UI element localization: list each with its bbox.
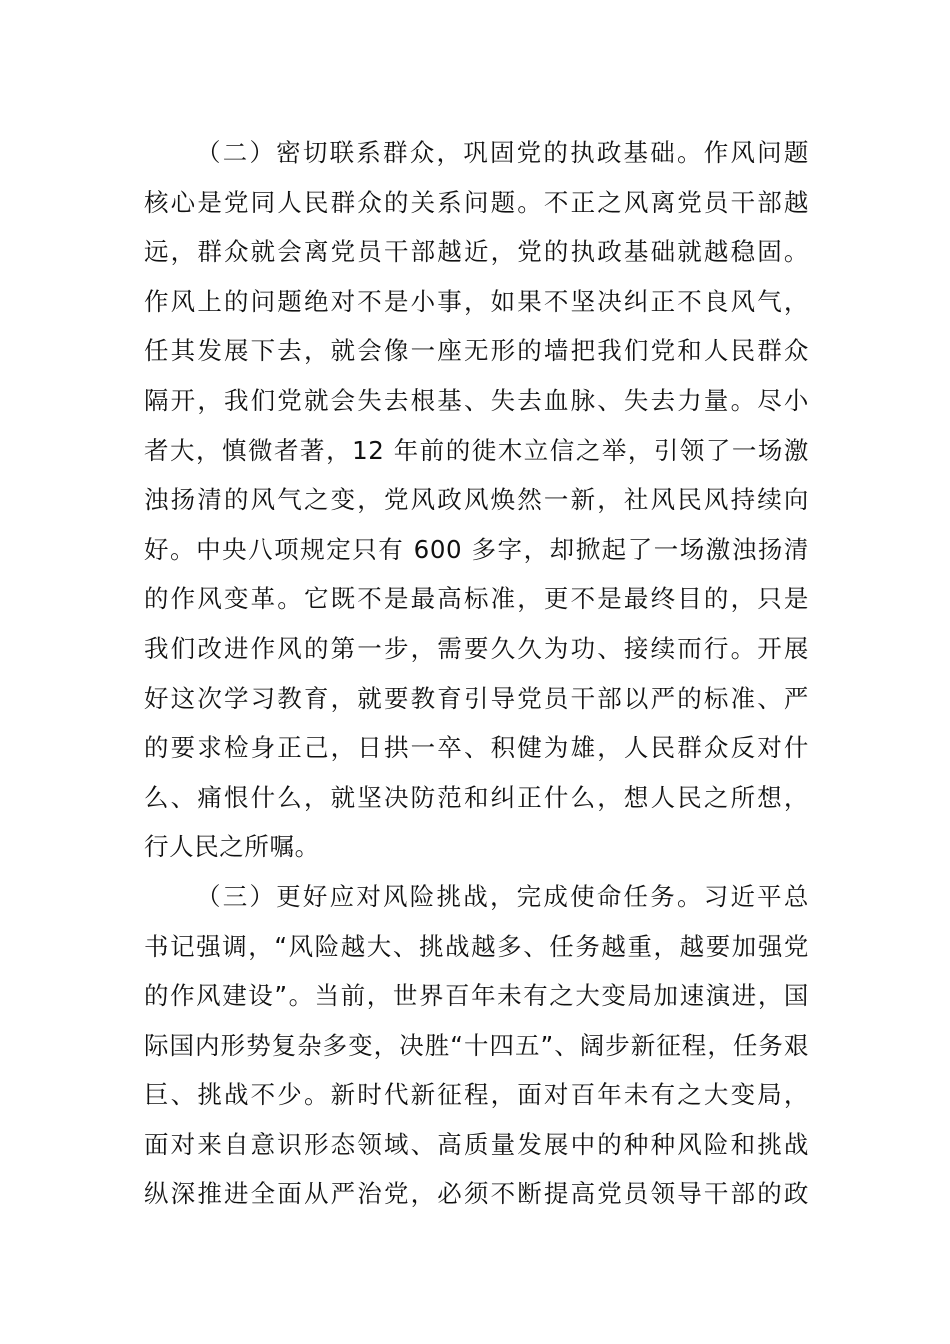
text-line: 的作风建设”。当前，世界百年未有之大变局加速演进，国 [144, 981, 809, 1011]
text-line: 浊扬清的风气之变，党风政风焕然一新，社风民风持续向 [144, 485, 809, 515]
paragraph-3 [144, 872, 809, 1219]
text-line: 我们改进作风的第一步，需要久久为功、接续而行。开展 [144, 633, 809, 663]
text-line: 作风上的问题绝对不是小事，如果不坚决纠正不良风气， [144, 286, 809, 316]
text-line: 核心是党同人民群众的关系问题。不正之风离党员干部越 [144, 187, 809, 217]
text-line: 的要求检身正己，日拱一卒、积健为雄，人民群众反对什 [144, 733, 809, 763]
text-line: 隔开，我们党就会失去根基、失去血脉、失去力量。尽小 [144, 385, 809, 415]
text-line: 远，群众就会离党员干部越近，党的执政基础就越稳固。 [144, 237, 809, 267]
text-line: （二）密切联系群众，巩固党的执政基础。作风问题 [196, 138, 809, 167]
text-line: 际国内形势复杂多变，决胜“十四五”、阔步新征程，任务艰 [144, 1030, 809, 1060]
text-line: 面对来自意识形态领域、高质量发展中的种种风险和挑战 [144, 1129, 809, 1159]
text-line: 行人民之所嘱。 [144, 832, 320, 862]
text-line: 巨、挑战不少。新时代新征程，面对百年未有之大变局， [144, 1080, 809, 1110]
text-line: 好这次学习教育，就要教育引导党员干部以严的标准、严 [144, 683, 809, 713]
paragraph-2 [144, 128, 809, 872]
document-body [144, 128, 809, 1219]
text-line: （三）更好应对风险挑战，完成使命任务。习近平总 [196, 881, 809, 911]
text-line: 好。中央八项规定只有 600 多字，却掀起了一场激浊扬清 [144, 534, 809, 564]
text-line: 么、痛恨什么，就坚决防范和纠正什么，想人民之所想， [144, 782, 809, 812]
text-line: 纵深推进全面从严治党，必须不断提高党员领导干部的政 [144, 1179, 809, 1209]
text-line: 者大，慎微者著，12 年前的徙木立信之举，引领了一场激 [144, 435, 809, 465]
text-line: 的作风变革。它既不是最高标准，更不是最终目的，只是 [144, 584, 809, 614]
text-line: 书记强调，“风险越大、挑战越多、任务越重，越要加强党 [144, 931, 809, 961]
text-line: 任其发展下去，就会像一座无形的墙把我们党和人民群众 [144, 336, 809, 366]
